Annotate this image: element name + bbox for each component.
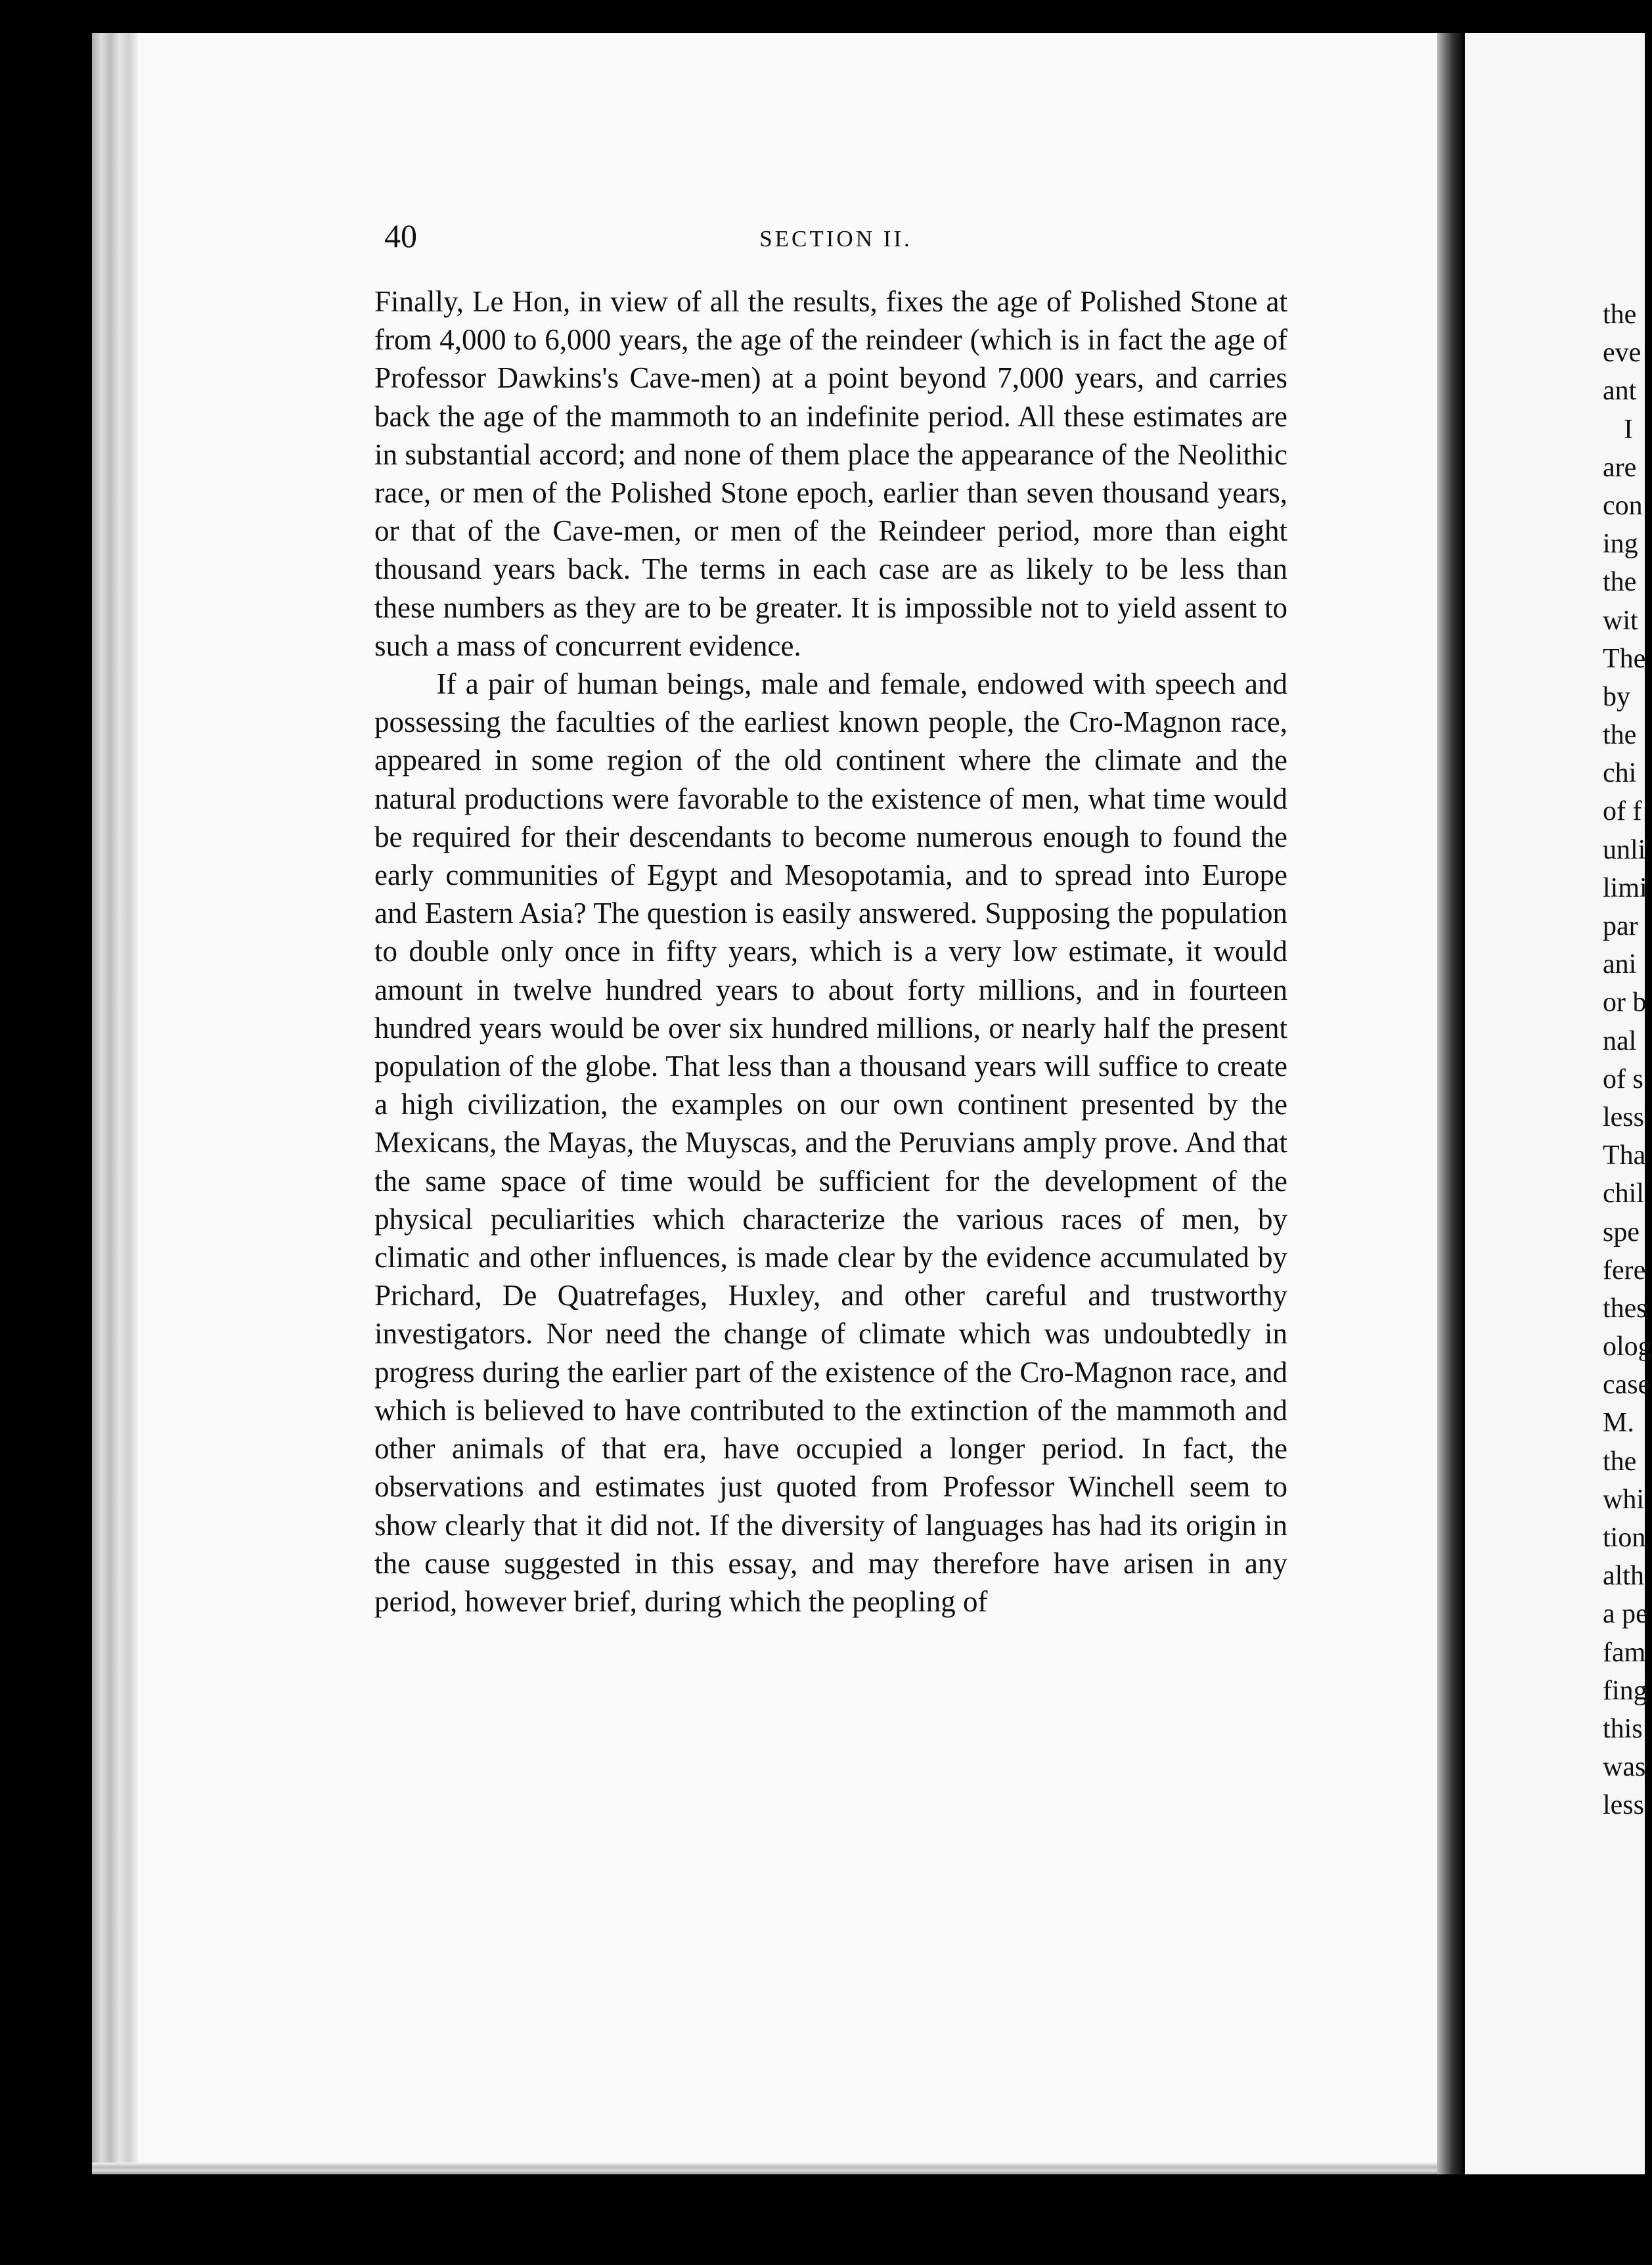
facing-page-line: The — [1603, 643, 1646, 674]
facing-page-line: the — [1603, 720, 1637, 751]
facing-page-line: wit — [1603, 605, 1638, 636]
facing-page-line: less — [1603, 1790, 1644, 1821]
facing-page-line: unli — [1603, 834, 1646, 865]
page-stack-edge — [92, 33, 138, 2174]
facing-page-line: I — [1624, 414, 1633, 445]
facing-page-line: tion — [1603, 1523, 1646, 1553]
facing-page-line: by — [1603, 681, 1630, 712]
facing-page-line: chil — [1603, 1178, 1644, 1209]
facing-page-line: fing — [1603, 1675, 1647, 1706]
facing-page-line: limi — [1603, 872, 1647, 903]
facing-page-line: case — [1603, 1370, 1651, 1401]
facing-page-line: or b — [1603, 987, 1647, 1018]
facing-page-line: M. — [1603, 1408, 1634, 1439]
facing-page-line: alth — [1603, 1561, 1644, 1592]
facing-page-line: olog — [1603, 1332, 1652, 1362]
body-text — [374, 282, 1287, 1621]
page-number: 40 — [384, 217, 417, 254]
facing-page-line: was — [1603, 1752, 1646, 1783]
facing-page-line: whi — [1603, 1484, 1644, 1515]
book-gutter — [1437, 33, 1465, 2174]
facing-page-line: con — [1603, 490, 1643, 521]
facing-page-line: less — [1603, 1102, 1644, 1132]
paragraph-1: Finally, Le Hon, in view of all the results, fixes the age of Polished Stone at from 4,000 to 6,000 years, the age of the reindeer (which is in fact the age of Professor Dawkins's Cave-men) at a point beyond 7,000 years, and carries back the age of the mammoth to an indefinite period. All these estimates are in substantial accord; and none of them place the appearance of the Neolithic race, or men of the Polished Stone epoch, earlier than seven thousand years, or that of the Cave-men, or men of the Reindeer period, more than eight thousand years back. The terms in each case are as likely to be less than these numbers as they are to be greater. It is impossible not to yield assent to such a mass of concurrent evidence. — [374, 285, 1287, 662]
facing-page-line: nal — [1603, 1025, 1637, 1056]
facing-page-line: the — [1603, 300, 1637, 330]
facing-page-line: eve — [1603, 338, 1641, 369]
facing-page-line: ing — [1603, 529, 1638, 560]
page-header — [384, 217, 1287, 263]
facing-page-line: this — [1603, 1713, 1643, 1744]
facing-page-line: are — [1603, 452, 1637, 483]
facing-page-line: fam — [1603, 1637, 1646, 1668]
facing-page-line: chi — [1603, 758, 1637, 789]
page-bottom-edge — [92, 2163, 1445, 2174]
facing-page-line: a pe — [1603, 1599, 1648, 1630]
facing-page-line: thes — [1603, 1293, 1647, 1324]
running-head: SECTION II. — [759, 226, 912, 252]
facing-page-line: fere — [1603, 1255, 1646, 1286]
facing-page-line: Tha — [1603, 1140, 1646, 1171]
paragraph-2: If a pair of human beings, male and female, endowed with speech and possessing the faculties of the earliest known people, the Cro-Magnon race, appeared in some region of the old continent where the climate and the natural productions were favorable to the existence of men, what time would be required for their descendants to become numerous enough to found the early communities of Egypt and Mesopotamia, and to spread into Europe and Eastern Asia? The question is easily answered. Supposing the population to double only once in fifty years, which is a very low estimate, it would amount in twelve hundred years to about forty millions, and in fourteen hundred years would be over six hundred millions, or nearly half the present population of the globe. That less than a thousand years will suffice to create a high civilization, the examples on our own continent presented by the Mexicans, the Mayas, the Muyscas, and the Peruvians amply prove. And that the same space of time would be sufficient for the development of the physical peculiarities which characterize the various races of men, by climatic and other influences, is made clear by the evidence accumulated by Prichard, De Quatrefages, Huxley, and other careful and trustworthy investigators. Nor need the change of climate which was undoubtedly in progress during the earlier part of the existence of the Cro-Magnon race, and which is believed to have contributed to the extinction of the mammoth and other animals of that era, have occupied a longer period. In fact, the observations and estimates just quoted from Professor Winchell seem to show clearly that it did not. If the diversity of languages has had its origin in the cause suggested in this essay, and may therefore have arisen in any period, however brief, during which the peopling of — [374, 667, 1287, 1618]
facing-page-line: ani — [1603, 949, 1637, 980]
facing-page-line: of f — [1603, 796, 1642, 827]
facing-page-line: par — [1603, 911, 1638, 941]
facing-page-line: the — [1603, 567, 1637, 598]
facing-page-text — [1603, 296, 1652, 1825]
facing-page-line: spe — [1603, 1217, 1640, 1247]
facing-page-line: the — [1603, 1446, 1637, 1477]
facing-page-line: ant — [1603, 376, 1637, 407]
facing-page-line: of s — [1603, 1064, 1643, 1094]
